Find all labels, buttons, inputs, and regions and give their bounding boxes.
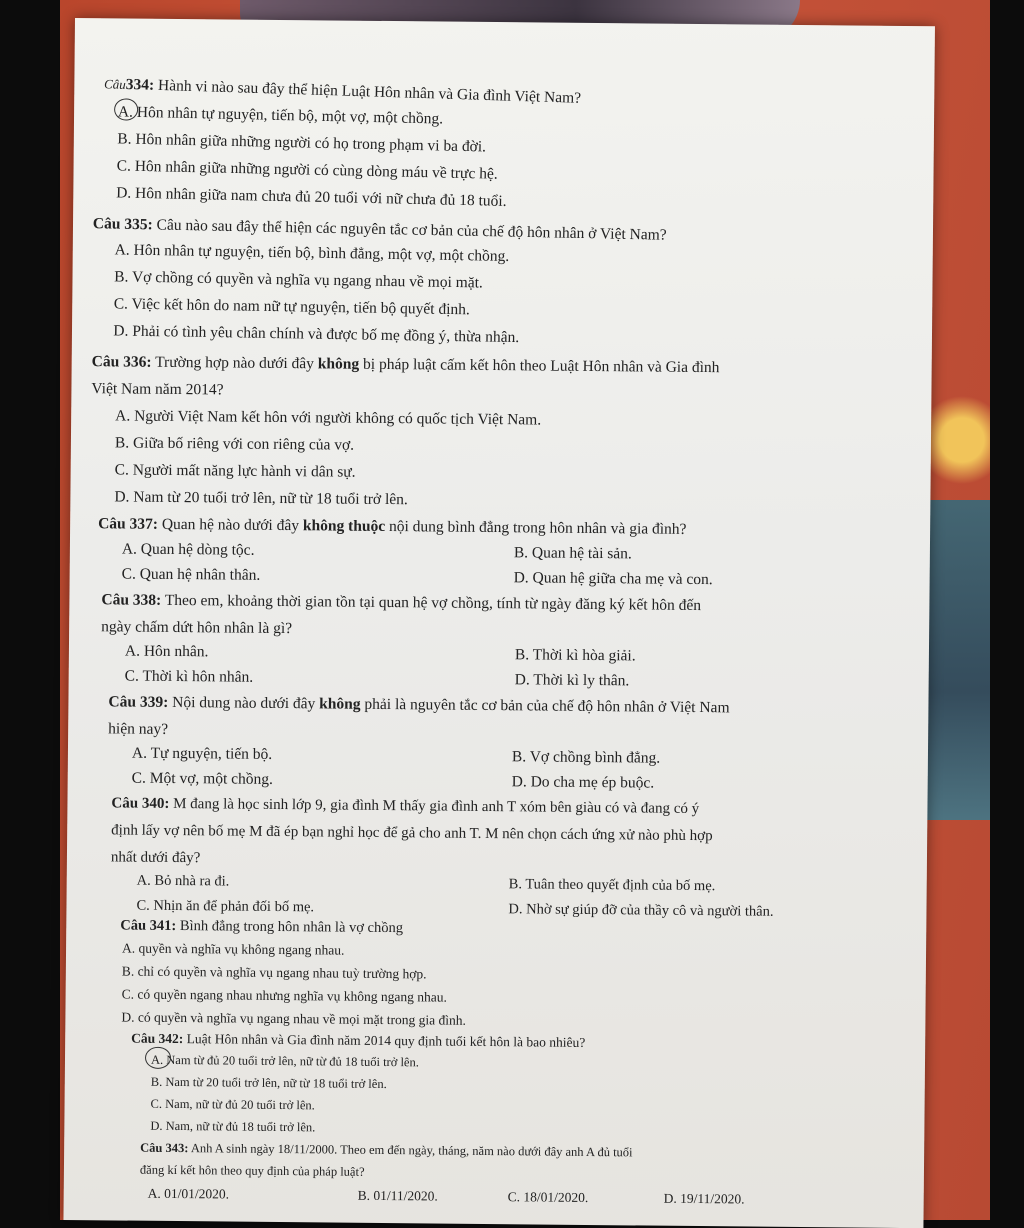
option-a: A. Hôn nhân tự nguyện, tiến bộ, bình đẳng, một vợ, một chồng. — [114, 241, 510, 265]
option-c: C. Người mất năng lực hành vi dân sự. — [114, 461, 356, 481]
question-stem-line2: ngày chấm dứt hôn nhân là gì? — [101, 618, 293, 638]
question-stem-line3: nhất dưới đây? — [110, 849, 201, 867]
question-number: 334: — [125, 75, 155, 94]
question-stem-part: nội dung bình đẳng trong hôn nhân và gia đình? — [385, 518, 687, 538]
option-c: C. Quan hệ nhân thân. — [121, 565, 261, 584]
option-c: C. Thời kì hôn nhân. — [124, 667, 254, 686]
question-stem: Hành vi nào sau đây thể hiện Luật Hôn nhân và Gia đình Việt Nam? — [153, 76, 582, 107]
question-number: Câu 341: — [120, 917, 177, 935]
option-a: A. Hôn nhân. — [124, 642, 209, 661]
question-340 — [111, 790, 713, 877]
question-336-options — [114, 402, 541, 514]
option-b: B. chỉ có quyền và nghĩa vụ ngang nhau tuỳ trường hợp. — [121, 963, 427, 982]
option-a: A. Tự nguyện, tiến bộ. — [131, 744, 273, 763]
question-338 — [101, 586, 701, 646]
option-d: D. Nam từ 20 tuổi trở lên, nữ từ 18 tuổi trở lên. — [114, 488, 408, 509]
option-d: D. Hôn nhân giữa nam chưa đủ 20 tuổi với nữ chưa đủ 18 tuổi. — [115, 184, 507, 210]
option-d: D. 19/11/2020. — [663, 1190, 745, 1207]
question-stem-line2: Việt Nam năm 2014? — [91, 380, 224, 399]
question-stem: Anh A sinh ngày 18/11/2000. Theo em đến ngày, tháng, năm nào dưới đây anh A đủ tuổi — [188, 1141, 633, 1160]
option-b: B. Quan hệ tài sản. — [513, 544, 632, 563]
option-d: D. Nhờ sự giúp đỡ của thầy cô và người thân. — [508, 901, 774, 920]
option-c: C. Nam, nữ từ đủ 20 tuổi trở lên. — [150, 1096, 315, 1113]
options-row — [148, 1181, 848, 1213]
question-334 — [103, 70, 582, 107]
question-343 — [140, 1137, 633, 1186]
question-stem-part: phải là nguyên tắc cơ bản của chế độ hôn nhân ở Việt Nam — [360, 695, 730, 717]
option-a: A. quyền và nghĩa vụ không ngang nhau. — [122, 940, 345, 958]
question-number: Câu 342: — [131, 1030, 184, 1047]
question-stem-part: Nội dung nào dưới đây — [168, 693, 320, 713]
option-b: B. Nam từ 20 tuổi trở lên, nữ từ 18 tuổi trở lên. — [150, 1074, 387, 1092]
question-stem: Theo em, khoảng thời gian tồn tại quan hệ vợ chồng, tính từ ngày đăng ký kết hôn đến — [161, 591, 702, 615]
question-343-options — [148, 1181, 848, 1213]
question-stem-emphasis: không thuộc — [302, 517, 386, 536]
option-d: D. Nam, nữ từ đủ 18 tuổi trở lên. — [150, 1118, 316, 1135]
exam-paper — [63, 18, 934, 1228]
desk-pattern-teal — [920, 500, 990, 820]
question-338-options — [125, 639, 885, 696]
option-b: B. Vợ chồng có quyền và nghĩa vụ ngang nhau về mọi mặt. — [114, 268, 483, 292]
question-stem: M đang là học sinh lớp 9, gia đình M thấy gia đình anh T xóm bên giàu có và đang có ý — [169, 795, 700, 818]
question-number: Câu 339: — [108, 693, 169, 711]
question-number: Câu 343: — [140, 1140, 189, 1156]
question-number: Câu 340: — [111, 795, 170, 812]
option-b: B. Hôn nhân giữa những người có họ trong phạm vi ba đời. — [117, 130, 487, 156]
question-stem: Luật Hôn nhân và Gia đình năm 2014 quy định tuổi kết hôn là bao nhiêu? — [183, 1031, 586, 1050]
option-d: D. có quyền và nghĩa vụ ngang nhau về mọi mặt trong gia đình. — [121, 1009, 467, 1028]
question-stem-part: Trường hợp nào dưới đây — [151, 353, 318, 373]
question-339-options — [132, 741, 892, 798]
option-a: A. Người Việt Nam kết hôn với người không có quốc tịch Việt Nam. — [115, 407, 542, 429]
question-stem-part: bị pháp luật cấm kết hôn theo Luật Hôn nhân và Gia đình — [359, 355, 720, 377]
question-342-options — [150, 1049, 419, 1140]
option-c: C. Nhịn ăn để phản đối bố mẹ. — [136, 897, 315, 916]
question-stem: Câu nào sau đây thể hiện các nguyên tắc cơ bản của chế độ hôn nhân ở Việt Nam? — [152, 216, 667, 244]
question-stem-line2: đăng kí kết hôn theo quy định của pháp luật? — [139, 1162, 365, 1179]
answer-circle-mark — [114, 98, 138, 120]
question-337-options — [122, 536, 882, 593]
question-335-options — [113, 236, 521, 351]
question-stem-part: Quan hệ nào dưới đây — [157, 515, 303, 535]
question-stem-line2: hiện nay? — [108, 720, 169, 738]
option-d: D. Thời kì ly thân. — [514, 671, 630, 690]
option-a: A. Quan hệ dòng tộc. — [121, 540, 255, 559]
option-c: C. Một vợ, một chồng. — [131, 769, 274, 788]
question-336 — [91, 348, 719, 408]
option-c: C. Hôn nhân giữa những người có cùng dòng máu về trực hệ. — [116, 157, 498, 183]
option-b: B. Thời kì hòa giải. — [514, 646, 636, 665]
question-stem-emphasis: không — [319, 695, 361, 713]
question-341-options — [121, 936, 466, 1031]
option-b: B. Vợ chồng bình đẳng. — [511, 748, 661, 767]
option-d: D. Do cha mẹ ép buộc. — [511, 773, 655, 792]
question-339 — [108, 688, 730, 748]
question-number: Câu 336: — [91, 353, 152, 371]
option-d: D. Phải có tình yêu chân chính và được bố mẹ đồng ý, thừa nhận. — [113, 322, 520, 347]
option-c: C. 18/01/2020. — [507, 1189, 589, 1205]
option-a: A. Nam từ đủ 20 tuổi trở lên, nữ từ đủ 18 tuổi trở lên. — [150, 1052, 419, 1070]
option-d: D. Quan hệ giữa cha mẹ và con. — [513, 569, 713, 589]
question-stem-emphasis: không — [317, 355, 360, 373]
option-b: B. Tuân theo quyết định của bố mẹ. — [508, 876, 716, 895]
option-a: A. 01/01/2020. — [147, 1185, 230, 1202]
question-334-options — [116, 98, 509, 214]
option-a: A. Hôn nhân tự nguyện, tiến bộ, một vợ, một chồng. — [117, 103, 444, 128]
answer-circle-mark — [145, 1047, 171, 1069]
question-stem: Bình đẳng trong hôn nhân là vợ chồng — [176, 918, 404, 937]
question-stem-line2: định lấy vợ nên bố mẹ M đã ép bạn nghỉ học để gả cho anh T. M nên chọn cách ứng xử nào phù hợp — [111, 822, 713, 845]
option-c: C. Việc kết hôn do nam nữ tự nguyện, tiến bộ quyết định. — [113, 295, 470, 319]
question-number: Câu 335: — [92, 215, 153, 234]
question-number: Câu 338: — [101, 591, 162, 609]
option-c: C. có quyền ngang nhau nhưng nghĩa vụ không ngang nhau. — [121, 986, 447, 1005]
option-b: B. Giữa bố riêng với con riêng của vợ. — [114, 434, 355, 454]
option-b: B. 01/11/2020. — [357, 1187, 438, 1204]
option-a: A. Bỏ nhà ra đi. — [136, 872, 230, 890]
handwritten-prefix: Câu — [103, 76, 126, 92]
question-number: Câu 337: — [98, 515, 159, 533]
